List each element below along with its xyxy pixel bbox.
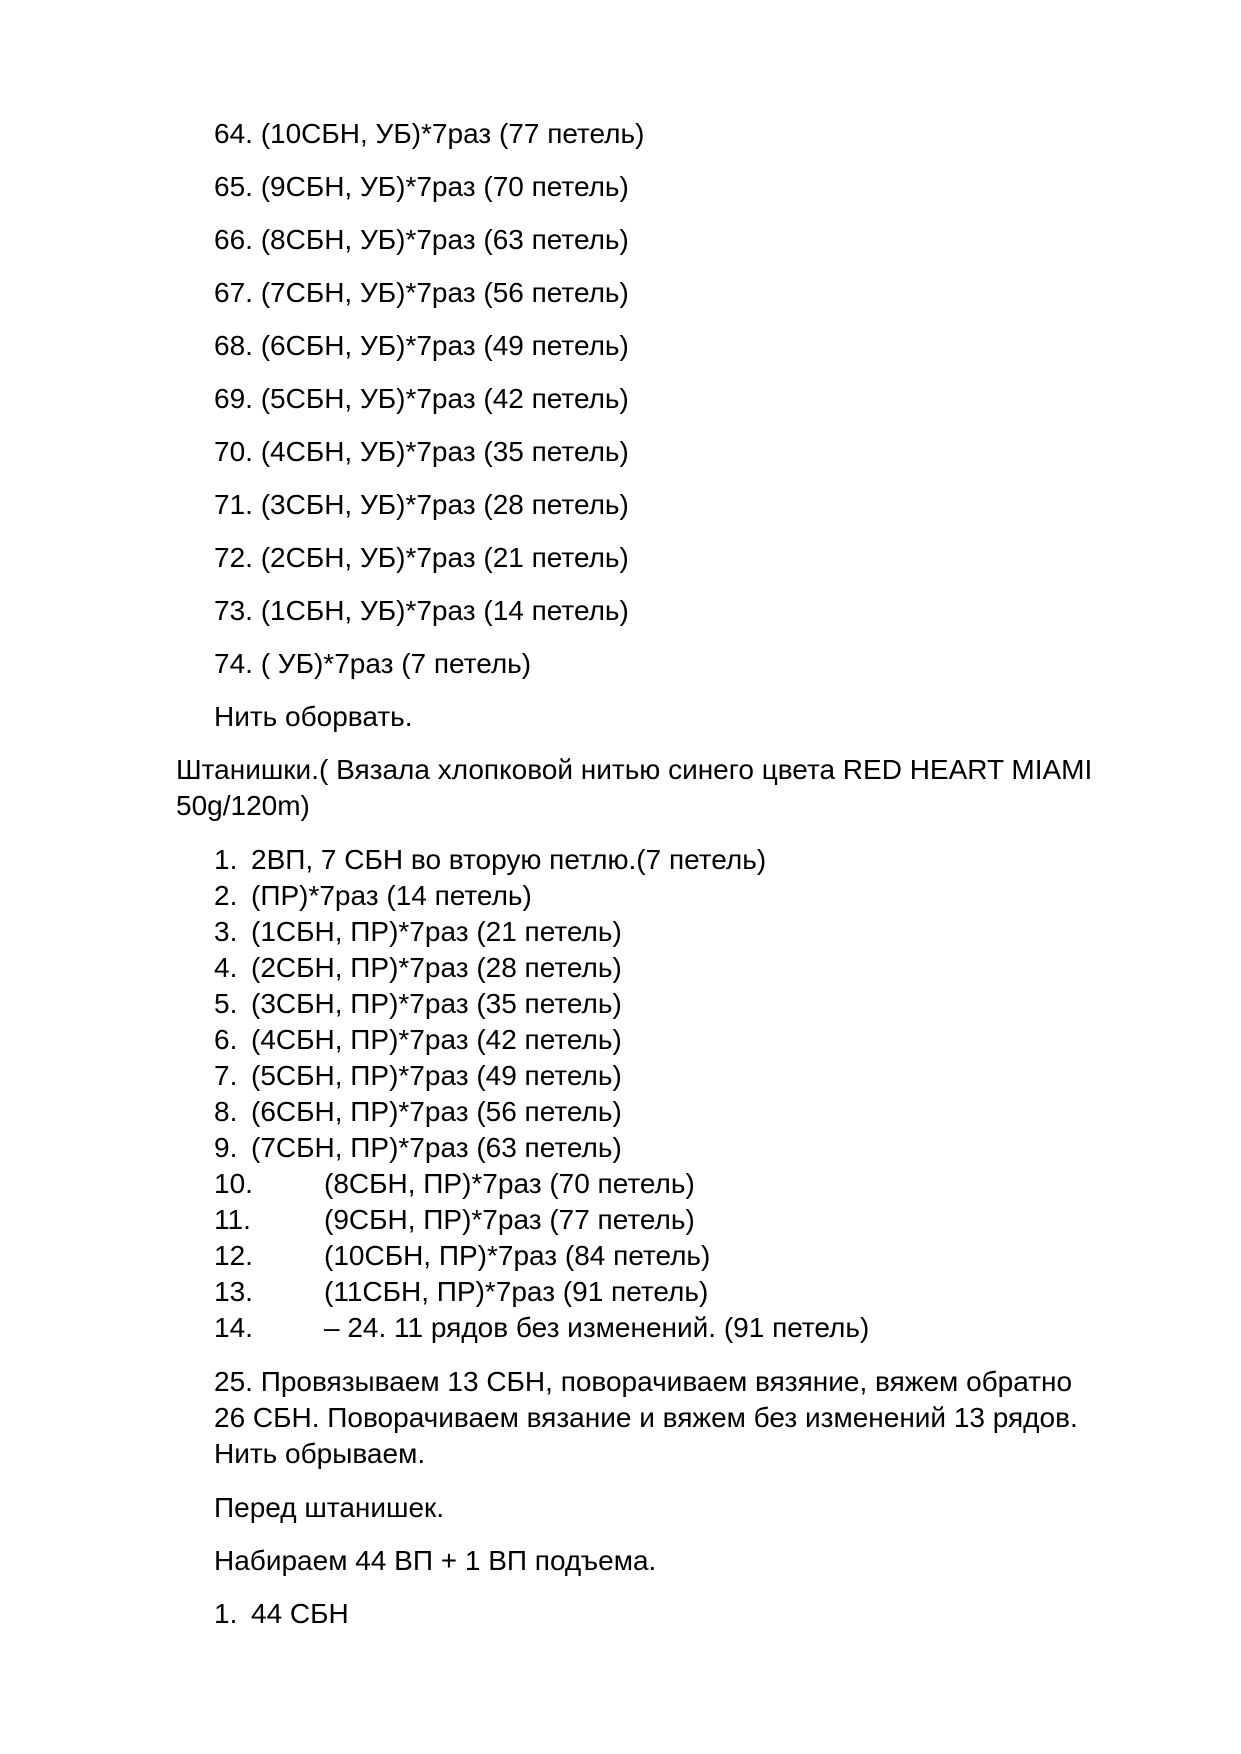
paragraph-25-line2: 26 СБН. Поворачиваем вязание и вяжем без изменений 13 рядов. bbox=[214, 1402, 1078, 1433]
row-74: 74. ( УБ)*7раз (7 петель) bbox=[214, 648, 532, 679]
list-item-number: 1. bbox=[214, 1598, 238, 1629]
row-71: 71. (3СБН, УБ)*7раз (28 петель) bbox=[214, 489, 629, 520]
cut-thread-note: Нить оборвать. bbox=[214, 701, 413, 732]
row-66: 66. (8СБН, УБ)*7раз (63 петель) bbox=[214, 224, 629, 255]
list-item-number: 11. bbox=[214, 1204, 251, 1235]
list-item-number: 7. bbox=[214, 1060, 238, 1091]
row-70: 70. (4СБН, УБ)*7раз (35 петель) bbox=[214, 436, 629, 467]
list-item-text: (4СБН, ПР)*7раз (42 петель) bbox=[251, 1024, 622, 1055]
row-65: 65. (9СБН, УБ)*7раз (70 петель) bbox=[214, 171, 629, 202]
row-72: 72. (2СБН, УБ)*7раз (21 петель) bbox=[214, 542, 629, 573]
paragraph-25-line3: Нить обрываем. bbox=[214, 1438, 426, 1469]
list-item-text: – 24. 11 рядов без изменений. (91 петель) bbox=[324, 1312, 870, 1343]
row-73: 73. (1СБН, УБ)*7раз (14 петель) bbox=[214, 595, 629, 626]
list-item-number: 9. bbox=[214, 1132, 238, 1163]
list-item-number: 4. bbox=[214, 952, 238, 983]
list-item-number: 2. bbox=[214, 880, 238, 911]
paragraph-25-line1: 25. Провязываем 13 СБН, поворачиваем вязяние, вяжем обратно bbox=[214, 1366, 1073, 1397]
cast-on-instruction: Набираем 44 ВП + 1 ВП подъема. bbox=[214, 1545, 657, 1576]
list-item-number: 13. bbox=[214, 1276, 253, 1307]
row-67: 67. (7СБН, УБ)*7раз (56 петель) bbox=[214, 277, 629, 308]
section-heading-line2: 50g/120m) bbox=[176, 790, 310, 821]
list-item-text: (10СБН, ПР)*7раз (84 петель) bbox=[324, 1240, 711, 1271]
row-64: 64. (10СБН, УБ)*7раз (77 петель) bbox=[214, 118, 645, 149]
list-item-text: (11СБН, ПР)*7раз (91 петель) bbox=[324, 1276, 709, 1307]
list-item-number: 1. bbox=[214, 844, 238, 875]
list-item-text: (2СБН, ПР)*7раз (28 петель) bbox=[251, 952, 622, 983]
list-item-text: (8СБН, ПР)*7раз (70 петель) bbox=[324, 1168, 695, 1199]
list-item-text: (7СБН, ПР)*7раз (63 петель) bbox=[251, 1132, 622, 1163]
list-item-number: 3. bbox=[214, 916, 238, 947]
section-heading-line1: Штанишки.( Вязала хлопковой нитью синего цвета RED HEART MIAMI bbox=[176, 754, 1093, 785]
list-item-text: (1СБН, ПР)*7раз (21 петель) bbox=[251, 916, 622, 947]
row-69: 69. (5СБН, УБ)*7раз (42 петель) bbox=[214, 383, 629, 414]
list-item-number: 14. bbox=[214, 1312, 253, 1343]
list-item-text: (5СБН, ПР)*7раз (49 петель) bbox=[251, 1060, 622, 1091]
list-item-number: 10. bbox=[214, 1168, 253, 1199]
list-item-text: (6СБН, ПР)*7раз (56 петель) bbox=[251, 1096, 622, 1127]
row-68: 68. (6СБН, УБ)*7раз (49 петель) bbox=[214, 330, 629, 361]
list-item-text: 44 СБН bbox=[251, 1598, 349, 1629]
list-item-text: (ПР)*7раз (14 петель) bbox=[251, 880, 532, 911]
list-item-number: 12. bbox=[214, 1240, 253, 1271]
list-item-number: 8. bbox=[214, 1096, 238, 1127]
list-item-text: 2ВП, 7 СБН во вторую петлю.(7 петель) bbox=[251, 844, 767, 875]
list-item-number: 5. bbox=[214, 988, 238, 1019]
front-heading: Перед штанишек. bbox=[214, 1492, 445, 1523]
list-item-text: (9СБН, ПР)*7раз (77 петель) bbox=[324, 1204, 695, 1235]
list-item-text: (3СБН, ПР)*7раз (35 петель) bbox=[251, 988, 622, 1019]
list-item-number: 6. bbox=[214, 1024, 238, 1055]
